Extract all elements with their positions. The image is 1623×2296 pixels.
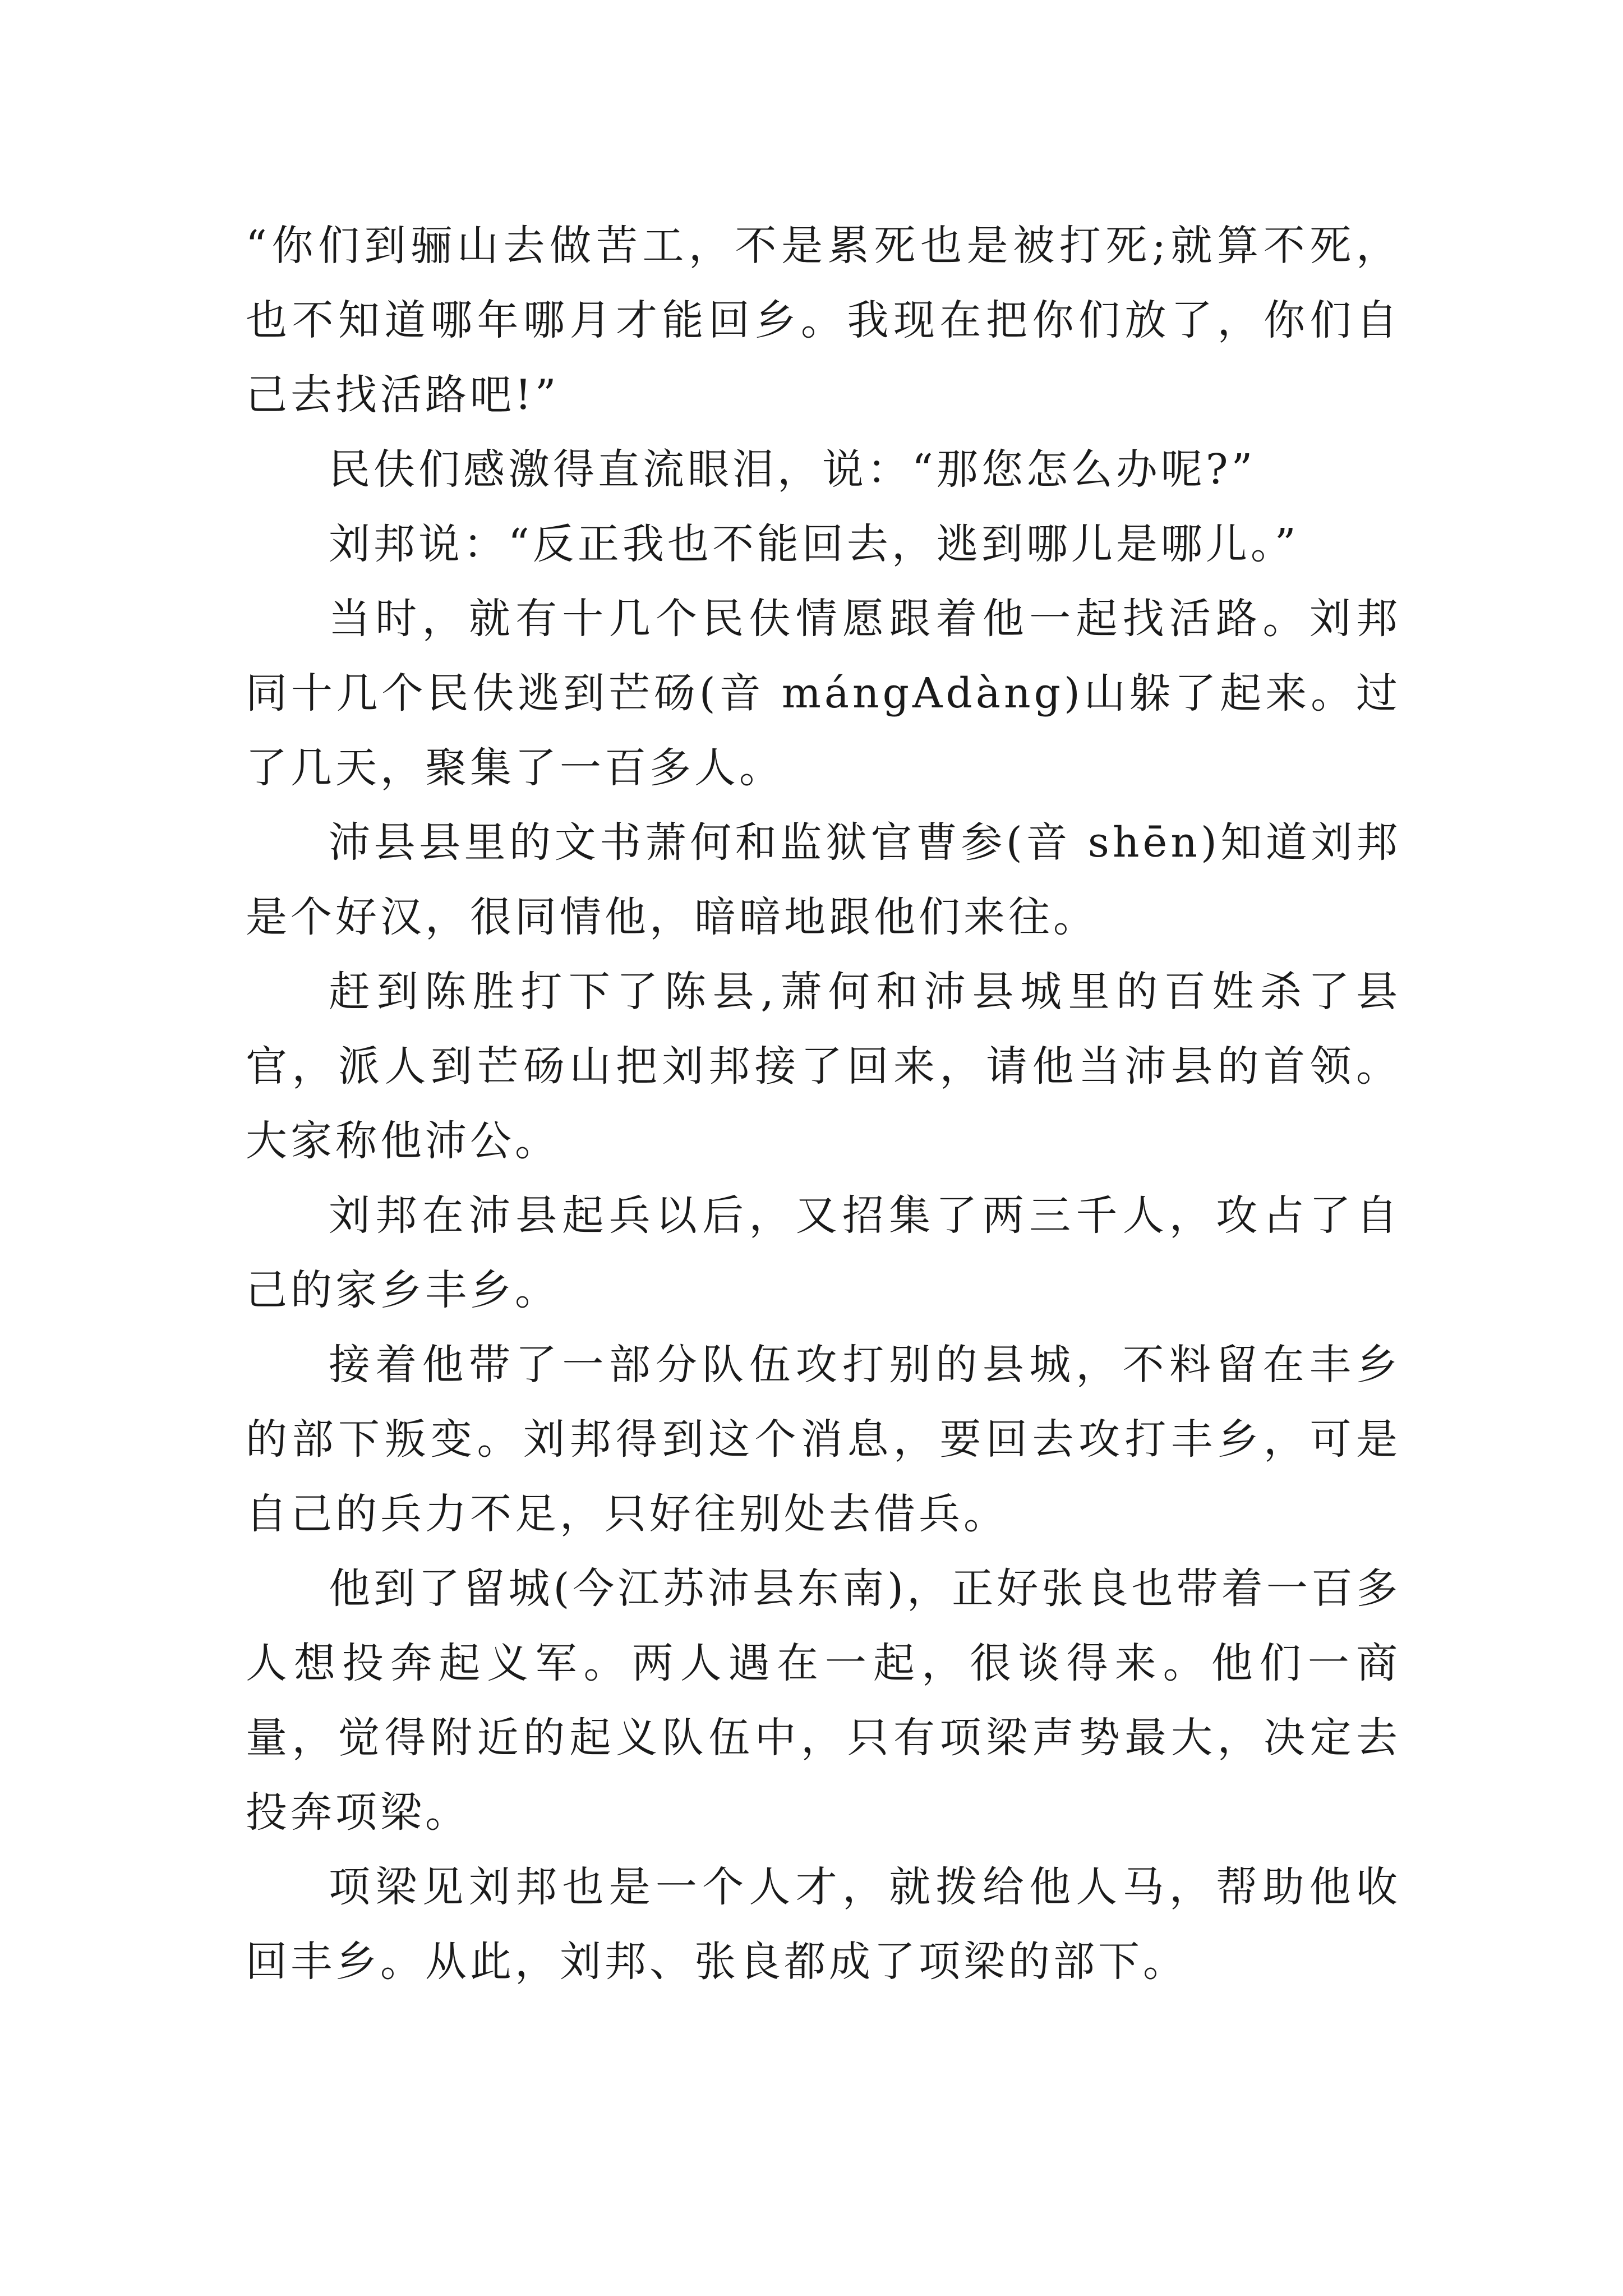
document-body xyxy=(246,209,1401,1999)
paragraph-9: 他到了留城(今江苏沛县东南)，正好张良也带着一百多人想投奔起义军。两人遇在一起，很谈得来。他们一商量，觉得附近的起义队伍中，只有项梁声势最大，决定去投奔项梁。 xyxy=(246,1565,1401,1837)
paragraph-10: 项梁见刘邦也是一个人才，就拨给他人马，帮助他收回丰乡。从此，刘邦、张良都成了项梁的部下。 xyxy=(246,1863,1401,1986)
paragraph-6: 赶到陈胜打下了陈县,萧何和沛县城里的百姓杀了县官，派人到芒砀山把刘邦接了回来，请他当沛县的首领。大家称他沛公。 xyxy=(246,968,1401,1165)
paragraph-1: “你们到骊山去做苦工，不是累死也是被打死;就算不死，也不知道哪年哪月才能回乡。我现在把你们放了，你们自己去找活路吧!” xyxy=(246,222,1401,419)
paragraph-8: 接着他带了一部分队伍攻打别的县城，不料留在丰乡的部下叛变。刘邦得到这个消息，要回去攻打丰乡，可是自己的兵力不足，只好往别处去借兵。 xyxy=(246,1341,1401,1538)
paragraph-2: 民伕们感激得直流眼泪，说：“那您怎么办呢?” xyxy=(329,445,1256,494)
paragraph-5: 沛县县里的文书萧何和监狱官曹参(音 shēn)知道刘邦是个好汉，很同情他，暗暗地跟他们来往。 xyxy=(246,818,1401,941)
paragraph-4: 当时，就有十几个民伕情愿跟着他一起找活路。刘邦同十几个民伕逃到芒砀(音 mángAdàng)山躲了起来。过了几天，聚集了一百多人。 xyxy=(246,595,1401,792)
paragraph-7: 刘邦在沛县起兵以后，又招集了两三千人，攻占了自己的家乡丰乡。 xyxy=(246,1191,1401,1314)
paragraph-3: 刘邦说：“反正我也不能回去，逃到哪儿是哪儿。” xyxy=(329,520,1299,568)
